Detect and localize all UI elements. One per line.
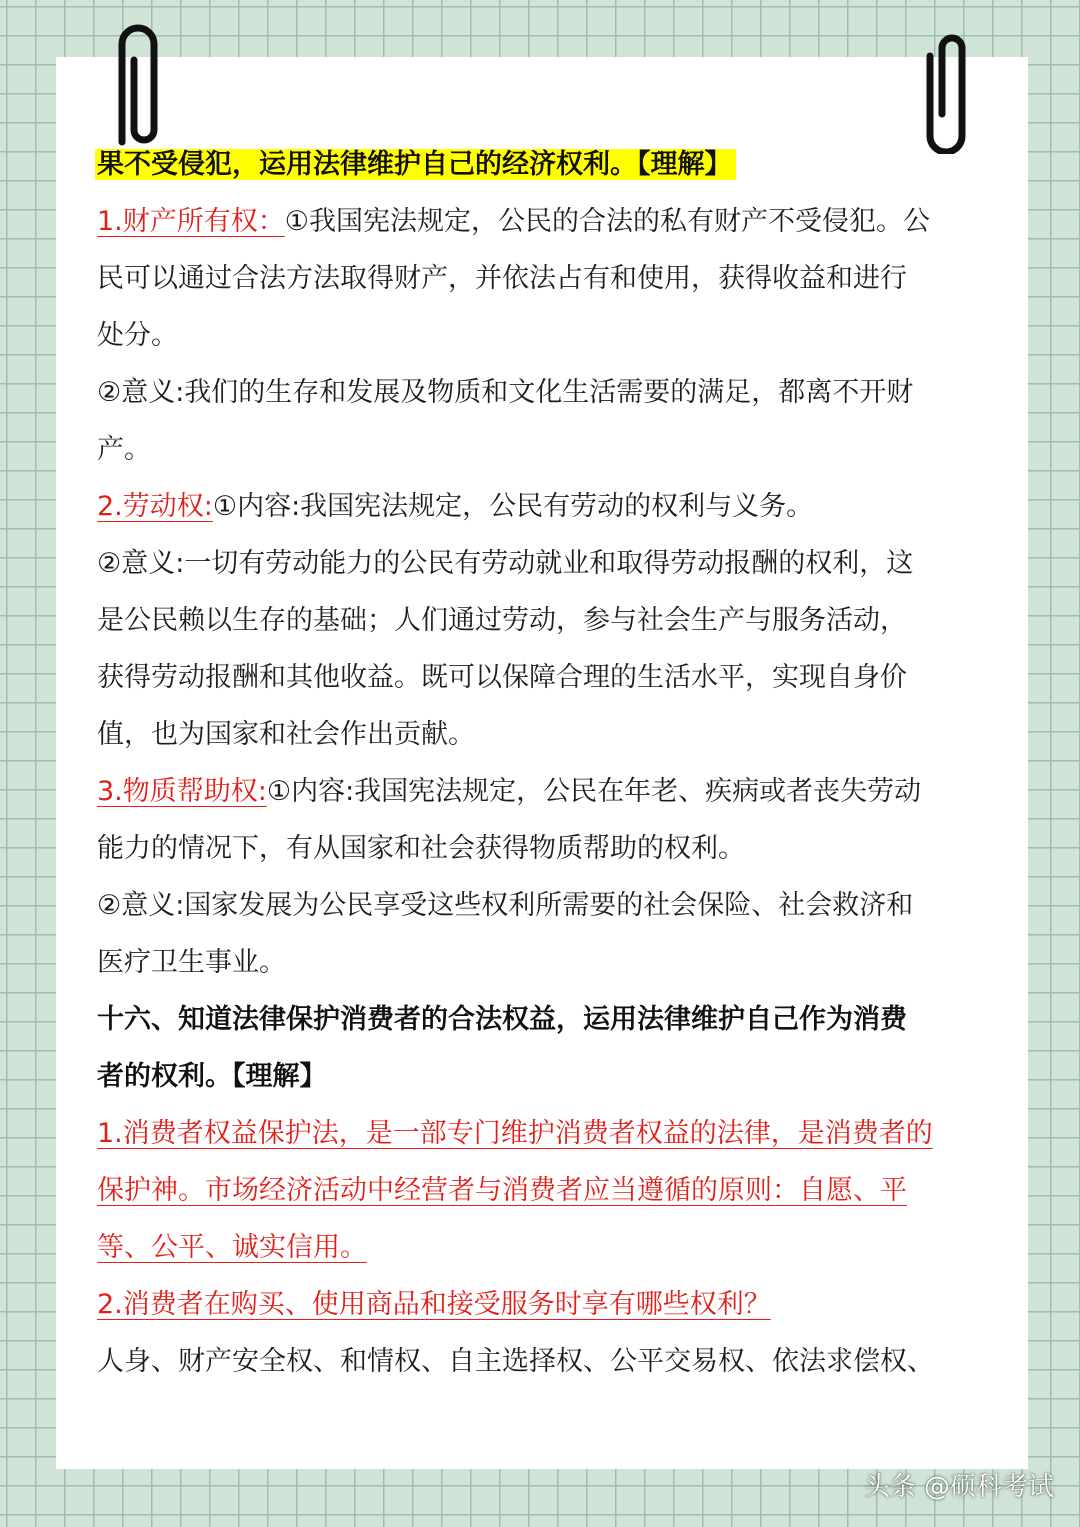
watermark: 头条 @硕科考试 xyxy=(863,1472,1054,1502)
text-line xyxy=(97,1219,987,1276)
section-heading: 者的权利。【理解】 xyxy=(97,1061,327,1092)
red-sentence: 1.消费者权益保护法，是一部专门维护消费者权益的法律，是消费者的 xyxy=(97,1118,933,1149)
text-line xyxy=(97,136,987,193)
red-term: 3.物质帮助权: xyxy=(97,776,267,807)
highlighted-heading: 果不受侵犯，运用法律维护自己的经济权利。【理解】 xyxy=(95,149,736,180)
paperclip-icon xyxy=(100,22,170,154)
text-line xyxy=(97,478,987,535)
text-line: ②意义:国家发展为公民享受这些权利所需要的社会保险、社会救济和 xyxy=(97,890,914,921)
document-body xyxy=(97,136,987,1390)
text-line: 人身、财产安全权、和情权、自主选择权、公平交易权、依法求偿权、 xyxy=(97,1346,934,1377)
text-line xyxy=(97,1162,987,1219)
section-heading: 十六、知道法律保护消费者的合法权益，运用法律维护自己作为消费 xyxy=(97,1004,907,1035)
text-line: 是公民赖以生存的基础；人们通过劳动，参与社会生产与服务活动， xyxy=(97,605,907,636)
text-line xyxy=(97,763,987,820)
text-span: ①内容:我国宪法规定，公民在年老、疾病或者丧失劳动 xyxy=(266,776,922,807)
text-line: 医疗卫生事业。 xyxy=(97,947,286,978)
text-line: 获得劳动报酬和其他收益。既可以保障合理的生活水平，实现自身价 xyxy=(97,662,907,693)
text-line: 产。 xyxy=(97,434,151,465)
text-line xyxy=(97,1276,987,1333)
text-line: 能力的情况下，有从国家和社会获得物质帮助的权利。 xyxy=(97,833,745,864)
red-question: 2.消费者在购买、使用商品和接受服务时享有哪些权利？ xyxy=(97,1289,771,1320)
text-line: ②意义:一切有劳动能力的公民有劳动就业和取得劳动报酬的权利，这 xyxy=(97,548,914,579)
red-sentence: 等、公平、诚实信用。 xyxy=(97,1232,367,1263)
text-line: 值，也为国家和社会作出贡献。 xyxy=(97,719,475,750)
text-span: ①我国宪法规定，公民的合法的私有财产不受侵犯。公 xyxy=(284,206,930,237)
text-line xyxy=(97,1105,987,1162)
red-term: 2.劳动权: xyxy=(97,491,213,522)
text-line: ②意义:我们的生存和发展及物质和文化生活需要的满足，都离不开财 xyxy=(97,377,914,408)
paperclip-icon xyxy=(916,22,986,154)
red-term: 1.财产所有权： xyxy=(97,206,285,237)
text-line: 民可以通过合法方法取得财产，并依法占有和使用，获得收益和进行 xyxy=(97,263,907,294)
text-line xyxy=(97,193,987,250)
text-span: ①内容:我国宪法规定，公民有劳动的权利与义务。 xyxy=(212,491,814,522)
text-line: 处分。 xyxy=(97,320,178,351)
red-sentence: 保护神。市场经济活动中经营者与消费者应当遵循的原则：自愿、平 xyxy=(97,1175,907,1206)
